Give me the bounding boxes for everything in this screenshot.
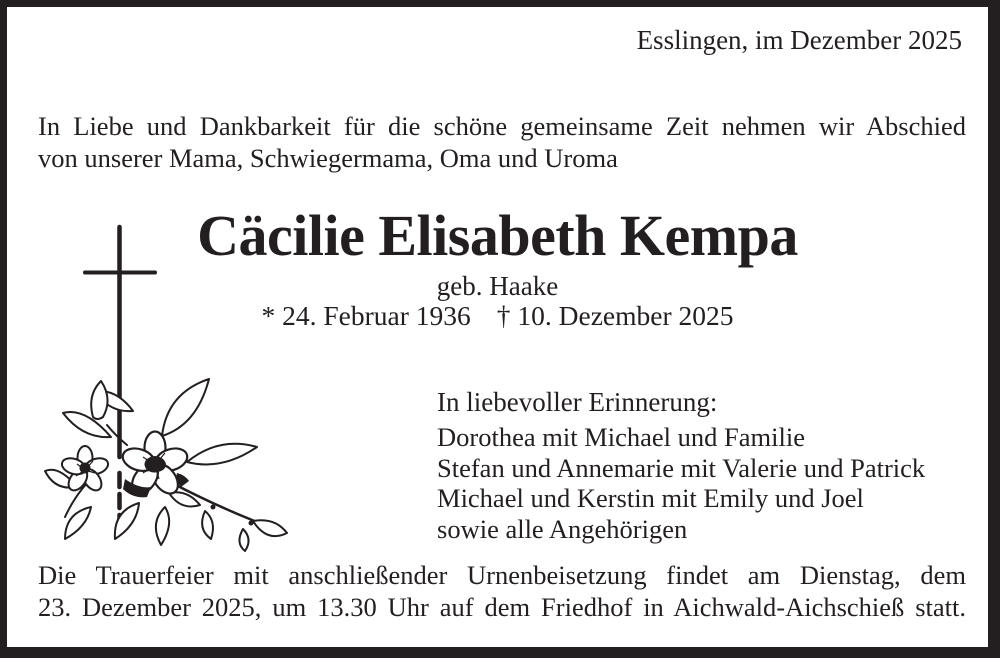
funeral-paragraph (38, 560, 966, 623)
funeral-line-1: Die Trauerfeier mit anschließender Urnenbeisetzung findet am Dienstag, dem (38, 560, 966, 590)
mourner-line: Dorothea mit Michael und Familie (437, 422, 805, 452)
deceased-name: Cäcilie Elisabeth Kempa (197, 203, 798, 268)
maiden-name: geb. Haake (436, 271, 559, 301)
mourner-line: Stefan und Annemarie mit Valerie und Patrick (437, 452, 926, 483)
birth-date: * 24. Februar 1936 (261, 300, 471, 331)
mourners-list (437, 422, 925, 544)
mourner-line: sowie alle Angehörigen (437, 513, 688, 544)
intro-line-1: In Liebe und Dankbarkeit für die schöne gemeinsame Zeit nehmen wir Abschied (38, 111, 966, 141)
funeral-line-2: 23. Dezember 2025, um 13.30 Uhr auf dem Friedhof in Aichwald-Aichschieß statt. (38, 591, 966, 622)
memorial-heading: In liebevoller Erinnerung: (437, 387, 718, 417)
intro-paragraph (38, 110, 966, 174)
cross-with-flowers-icon (37, 221, 307, 553)
intro-line-2: von unserer Mama, Schwiegermama, Oma und Uroma (38, 143, 618, 173)
dateline: Esslingen, im Dezember 2025 (636, 25, 962, 55)
death-date: † 10. Dezember 2025 (496, 300, 734, 331)
mourner-line: Michael und Kerstin mit Emily und Joel (437, 483, 864, 513)
